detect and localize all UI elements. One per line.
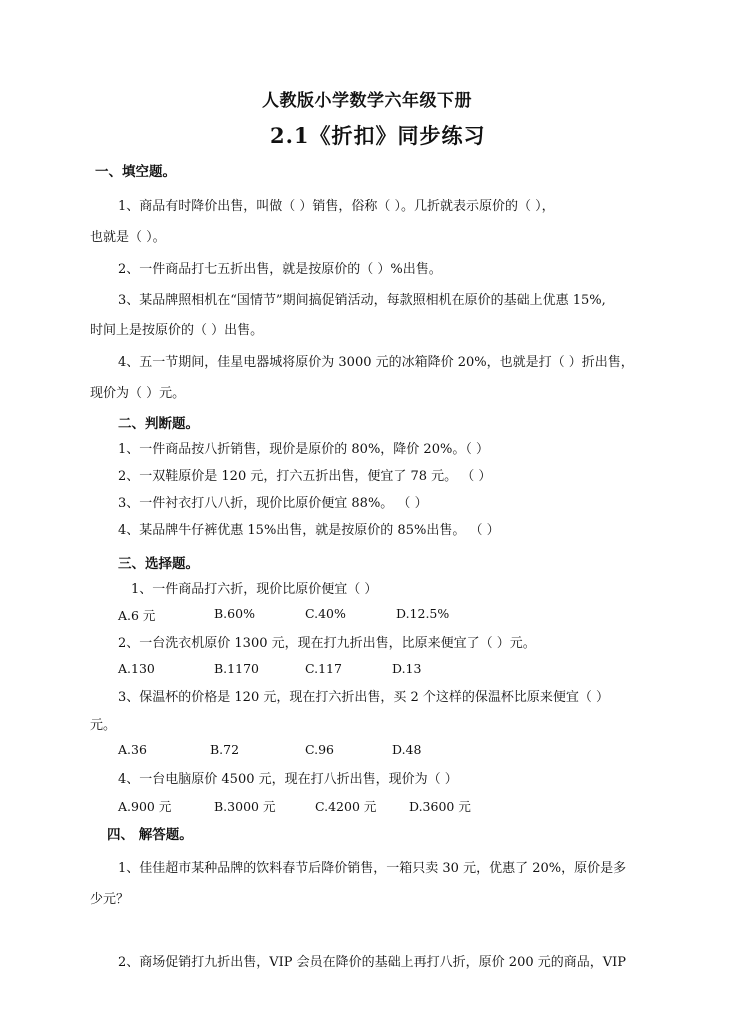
choice-2-option-a: A.130 bbox=[118, 661, 155, 676]
document-title: 人教版小学数学六年级下册 bbox=[262, 91, 472, 111]
section-heading-solve: 四、 解答题。 bbox=[107, 827, 193, 843]
fill-question-1-line-1: 1、商品有时降价出售，叫做（ ）销售，俗称（ ）。几折就表示原价的（ ）， bbox=[118, 199, 555, 214]
choice-1-option-a: A.6 元 bbox=[118, 608, 156, 623]
solve-question-2-line-1: 2、商场促销打九折出售，VIP 会员在降价的基础上再打八折，原价 200 元的商品，VIP bbox=[118, 955, 627, 970]
judge-question-2: 2、一双鞋原价是 120 元，打六五折出售，便宜了 78 元。 （ ） bbox=[118, 469, 492, 484]
choice-question-1: 1、一件商品打六折，现价比原价便宜（ ） bbox=[131, 582, 378, 597]
choice-4-option-d: D.3600 元 bbox=[409, 799, 471, 814]
choice-3-option-b: B.72 bbox=[210, 742, 240, 757]
choice-question-2: 2、一台洗衣机原价 1300 元，现在打九折出售，比原来便宜了（ ）元。 bbox=[118, 636, 536, 651]
choice-2-option-b: B.1170 bbox=[214, 661, 259, 676]
solve-question-1-line-1: 1、佳佳超市某种品牌的饮料春节后降价销售，一箱只卖 30 元，优惠了 20%，原价是多 bbox=[118, 861, 627, 876]
choice-question-4: 4、一台电脑原价 4500 元，现在打八折出售，现价为（ ） bbox=[118, 772, 458, 787]
fill-question-4-line-1: 4、五一节期间，佳星电器城将原价为 3000 元的冰箱降价 20%，也就是打（ ）折出售， bbox=[118, 355, 634, 370]
choice-1-option-c: C.40% bbox=[305, 606, 346, 621]
choice-3-option-d: D.48 bbox=[392, 742, 422, 757]
fill-question-3-line-1: 3、某品牌照相机在“国情节”期间搞促销活动，每款照相机在原价的基础上优惠 15%, bbox=[118, 293, 606, 308]
section-heading-choice: 三、选择题。 bbox=[118, 556, 199, 572]
choice-4-option-a: A.900 元 bbox=[118, 799, 172, 814]
choice-4-option-b: B.3000 元 bbox=[214, 799, 276, 814]
fill-question-3-line-2: 时间上是按原价的（ ）出售。 bbox=[90, 323, 264, 338]
choice-3-option-a: A.36 bbox=[118, 742, 147, 757]
fill-question-2: 2、一件商品打七五折出售，就是按原价的（ ）%出售。 bbox=[118, 262, 442, 277]
document-subtitle: 2.1《折扣》同步练习 bbox=[270, 123, 486, 148]
choice-2-option-c: C.117 bbox=[305, 661, 342, 676]
choice-1-option-b: B.60% bbox=[214, 606, 255, 621]
judge-question-4: 4、某品牌牛仔裤优惠 15%出售，就是按原价的 85%出售。 （ ） bbox=[118, 523, 500, 538]
judge-question-3: 3、一件衬衣打八八折，现价比原价便宜 88%。 （ ） bbox=[118, 496, 428, 511]
choice-question-3-line-2: 元。 bbox=[90, 718, 117, 733]
choice-2-option-d: D.13 bbox=[392, 661, 422, 676]
choice-4-option-c: C.4200 元 bbox=[315, 799, 377, 814]
fill-question-1-line-2: 也就是（ ）。 bbox=[90, 230, 166, 245]
solve-question-1-line-2: 少元？ bbox=[90, 892, 130, 907]
section-heading-fill: 一、填空题。 bbox=[95, 164, 176, 180]
section-heading-judge: 二、判断题。 bbox=[118, 416, 199, 432]
choice-3-option-c: C.96 bbox=[305, 742, 334, 757]
choice-question-3-line-1: 3、保温杯的价格是 120 元，现在打六折出售，买 2 个这样的保温杯比原来便宜（ ） bbox=[118, 690, 610, 705]
fill-question-4-line-2: 现价为（ ）元。 bbox=[90, 386, 186, 401]
judge-question-1: 1、一件商品按八折销售，现价是原价的 80%，降价 20%。（ ） bbox=[118, 442, 489, 457]
choice-1-option-d: D.12.5% bbox=[396, 606, 450, 621]
